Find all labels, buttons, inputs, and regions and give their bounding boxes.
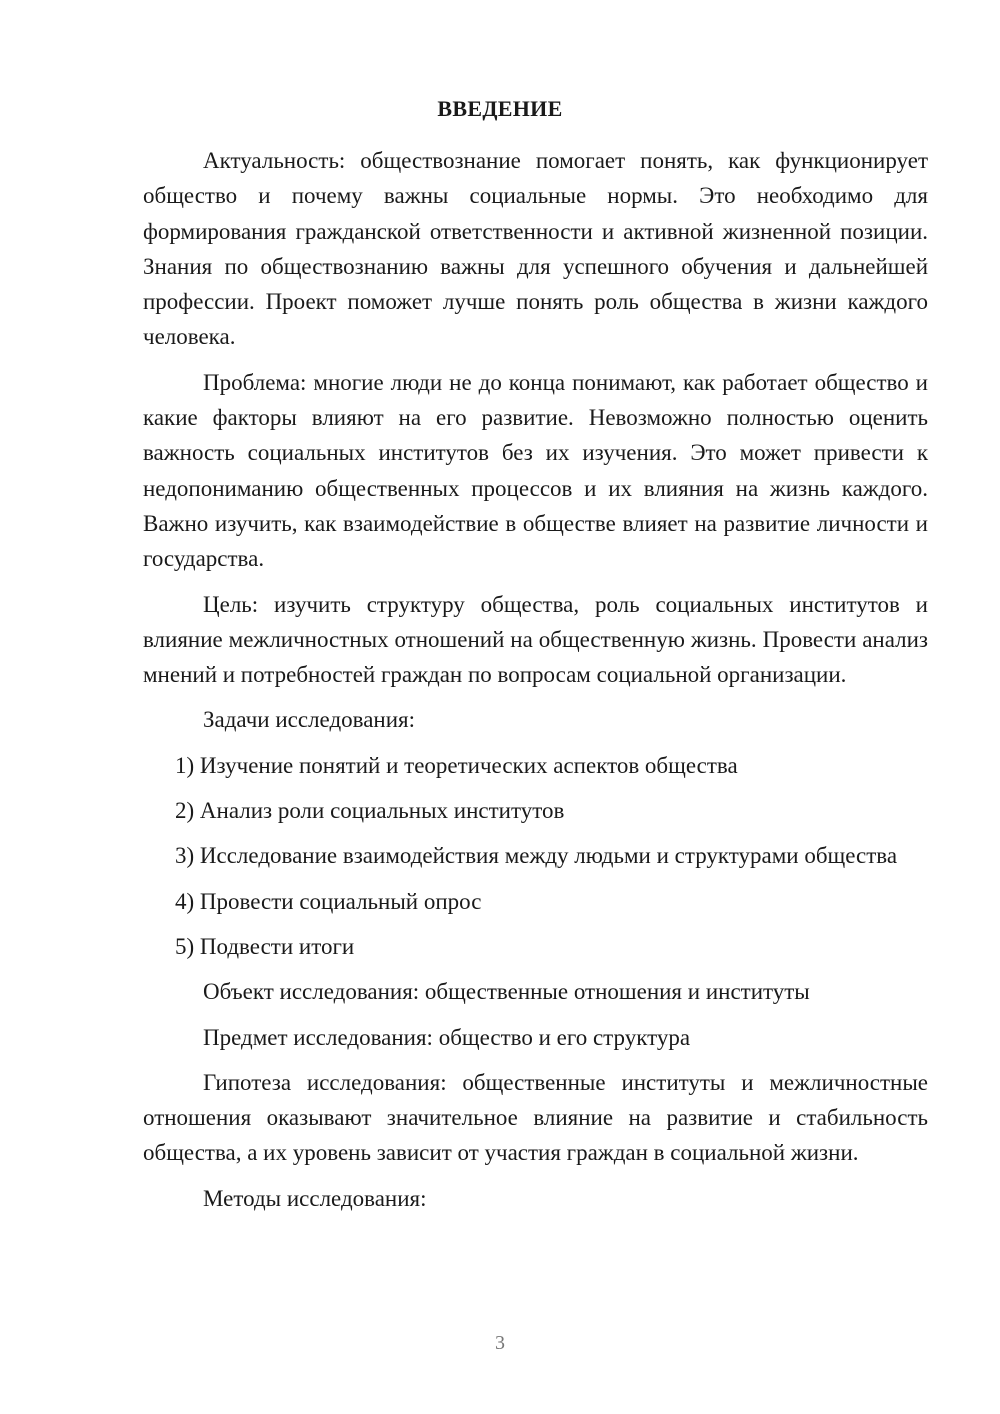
page-number: 3 [495, 1332, 505, 1354]
tasks-heading: Задачи исследования: [203, 707, 416, 733]
paragraph-problem: Проблема: многие люди не до конца понимают, как работает общество и какие факторы влияют на его развитие. Невозможно полностью оценить важность социальных институтов без их изучения. Это может привести к недопониманию общественных процессов и их влияния на жизнь каждого. Важно изучить, как взаимодействие в обществе влияет на развитие личности и государства. [143, 369, 928, 572]
document-body [143, 143, 928, 1226]
paragraph-goal: Цель: изучить структуру общества, роль социальных институтов и влияние межличностных отношений на общественную жизнь. Провести анализ мнений и потребностей граждан по вопросам социальной организации. [143, 591, 928, 688]
paragraph-hypothesis: Гипотеза исследования: общественные институты и межличностные отношения оказывают значительное влияние на развитие и стабильность общества, а их уровень зависит от участия граждан в социальной жизни. [143, 1069, 928, 1166]
paragraph-relevance: Актуальность: обществознание помогает понять, как функционирует общество и почему важны социальные нормы. Это необходимо для формирования гражданской ответственности и активной жизненной позиции. Знания по обществознанию важны для успешного обучения и дальнейшей профессии. Проект поможет лучше понять роль общества в жизни каждого человека. [143, 148, 928, 350]
task-item-4: 4) Провести социальный опрос [175, 888, 482, 914]
task-item-3: 3) Исследование взаимодействия между людьми и структурами общества [175, 843, 898, 869]
task-item-2: 2) Анализ роли социальных институтов [175, 798, 565, 824]
task-item-5: 5) Подвести итоги [175, 933, 355, 959]
paragraph-object: Объект исследования: общественные отношения и институты [203, 979, 810, 1005]
page-title: ВВЕДЕНИЕ [437, 96, 563, 121]
paragraph-subject: Предмет исследования: общество и его структура [203, 1024, 691, 1050]
task-item-1: 1) Изучение понятий и теоретических аспектов общества [175, 752, 738, 778]
paragraph-methods: Методы исследования: [203, 1185, 427, 1211]
